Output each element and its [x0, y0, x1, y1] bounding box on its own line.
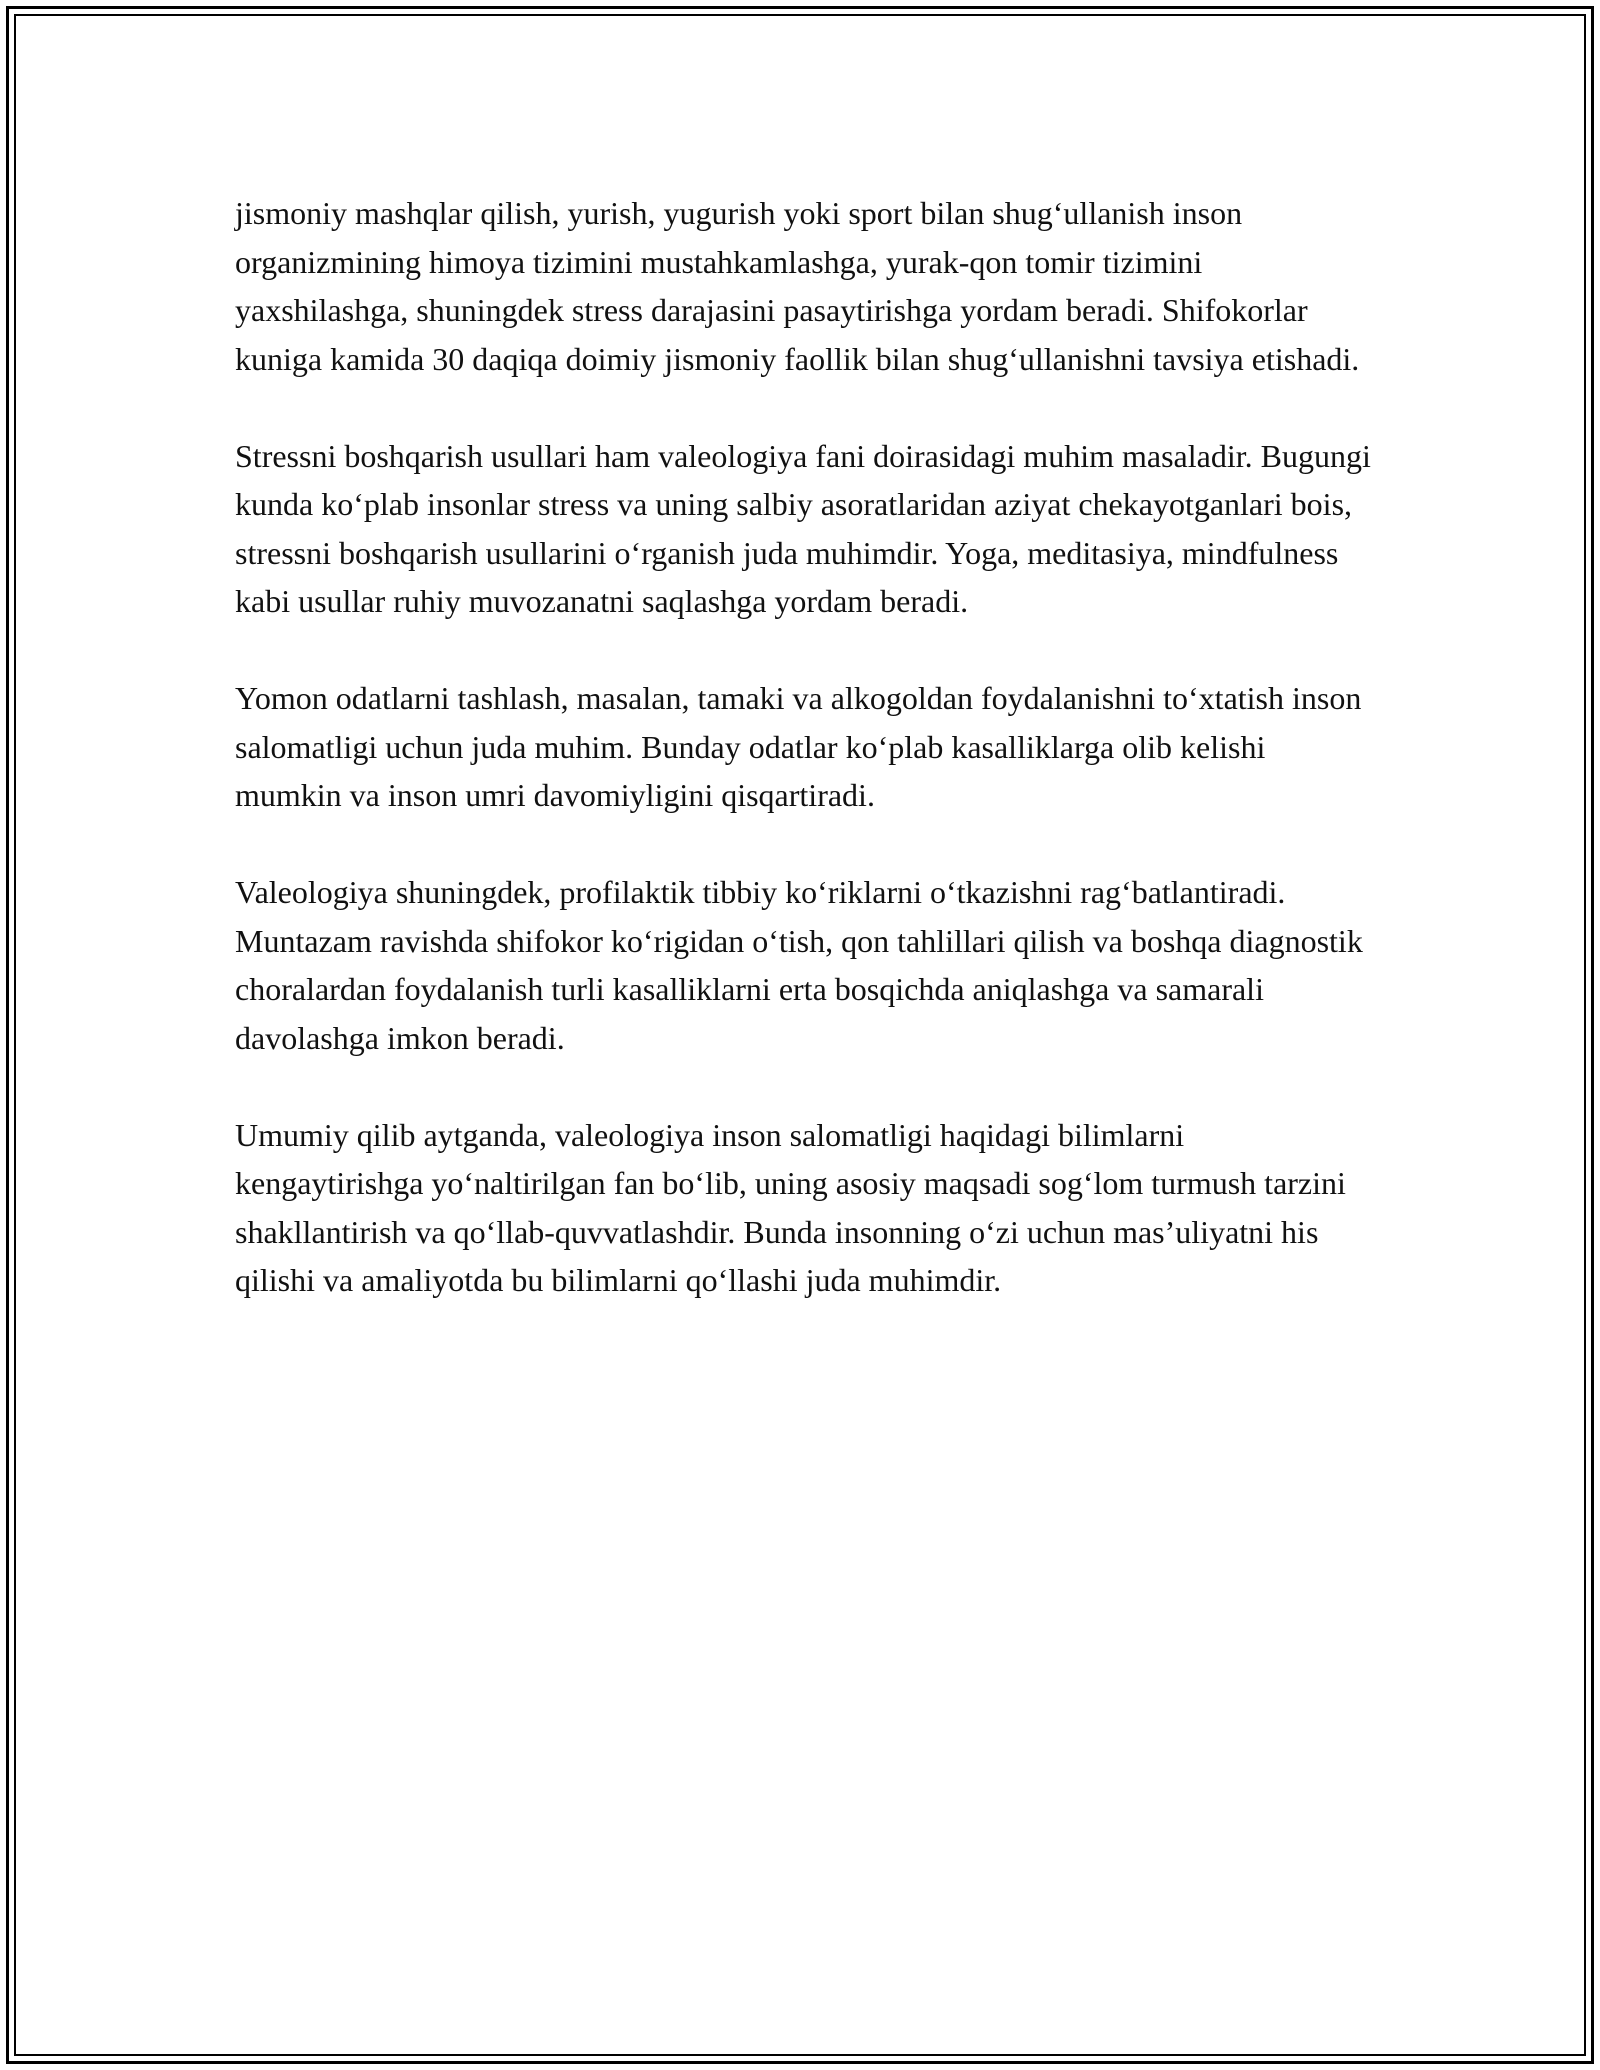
paragraph-conclusion: Umumiy qilib aytganda, valeologiya inson salomatligi haqidagi bilimlarni kengaytirishga yo‘naltirilgan fan bo‘lib, uning asosiy maqsadi sog‘lom turmush tarzini shakllantirish va qo‘llab-quvvatlashdir. Bunda insonning o‘zi uchun mas’uliyatni his qilishi va amaliyotda bu bilimlarni qo‘llashi juda muhimdir.	[235, 1116, 1346, 1298]
paragraph-bad-habits: Yomon odatlarni tashlash, masalan, tamaki va alkogoldan foydalanishni to‘xtatish inson salomatligi uchun juda muhim. Bunday odatlar ko‘plab kasalliklarga olib kelishi mumkin va inson umri davomiyligini qisqartiradi.	[235, 680, 1362, 813]
paragraph-physical-activity: jismoniy mashqlar qilish, yurish, yugurish yoki sport bilan shug‘ullanish inson organizmining himoya tizimini mustahkamlashga, yurak-qon tomir tizimini yaxshilashga, shuningdek stress darajasini pasaytirishga yordam beradi. Shifokorlar kuniga kamida 30 daqiqa doimiy jismoniy faollik bilan shug‘ullanishni tavsiya etishadi.	[235, 195, 1360, 377]
paragraph-preventive-checkups: Valeologiya shuningdek, profilaktik tibbiy ko‘riklarni o‘tkazishni rag‘batlantiradi. Muntazam ravishda shifokor ko‘rigidan o‘tish, qon tahlillari qilish va boshqa diagnostik choralardan foydalanish turli kasalliklarni erta bosqichda aniqlashga va samarali davolashga imkon beradi.	[235, 874, 1363, 1056]
paragraph-stress-management: Stressni boshqarish usullari ham valeologiya fani doirasidagi muhim masaladir. Bugungi kunda ko‘plab insonlar stress va uning salbiy asoratlaridan aziyat chekayotganlari bois, stressni boshqarish usullarini o‘rganish juda muhimdir. Yoga, meditasiya, mindfulness kabi usullar ruhiy muvozanatni saqlashga yordam beradi.	[235, 437, 1371, 619]
document-body	[235, 189, 1375, 1305]
